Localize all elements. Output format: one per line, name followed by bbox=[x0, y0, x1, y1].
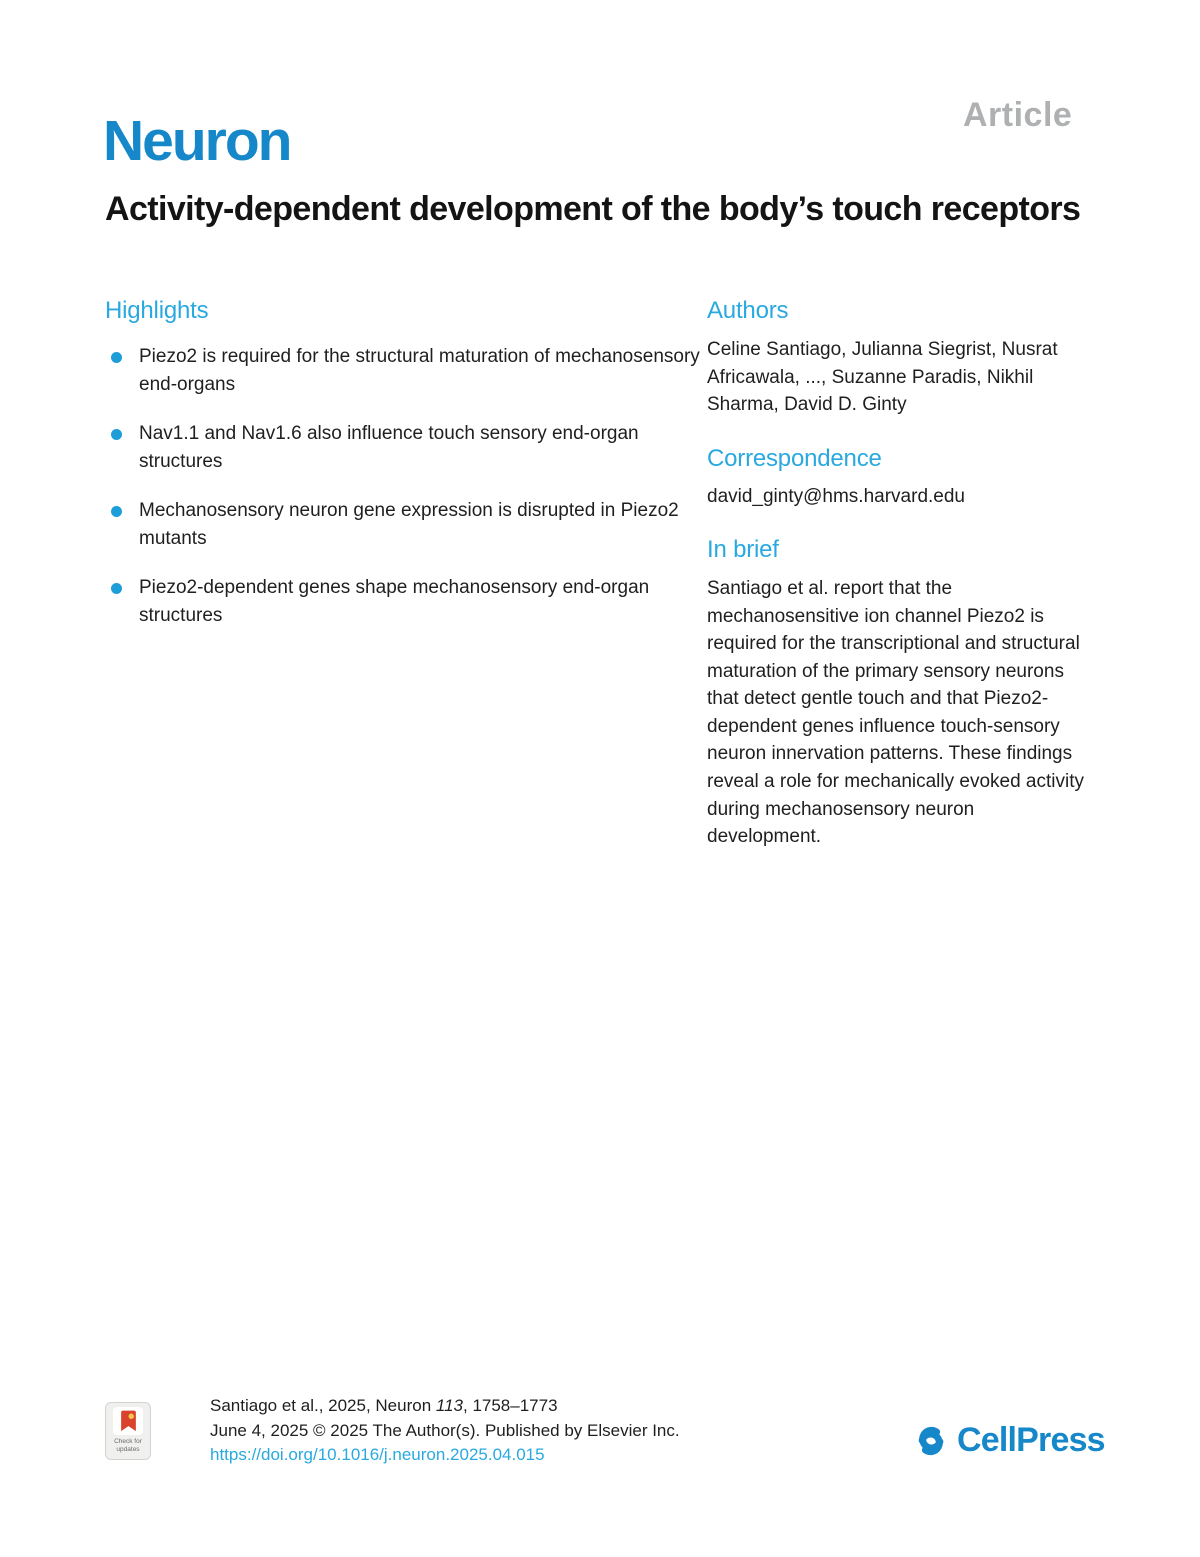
highlight-item bbox=[105, 574, 705, 629]
article-type-label: Article bbox=[963, 96, 1073, 134]
highlight-item bbox=[105, 420, 705, 475]
correspondence-heading: Correspondence bbox=[707, 444, 882, 472]
citation-block bbox=[210, 1394, 680, 1468]
cellpress-icon bbox=[912, 1422, 950, 1460]
highlight-text: Piezo2-dependent genes shape mechanosensory end-organ structures bbox=[139, 577, 650, 626]
check-for-updates-label: Check for updates bbox=[114, 1438, 142, 1454]
highlights-section bbox=[105, 297, 705, 651]
author-names: Celine Santiago, Julianna Siegrist, Nusrat Africawala, ..., Suzanne Paradis, Nikhil Sharma, David D. Ginty bbox=[707, 339, 1058, 416]
highlight-text: Nav1.1 and Nav1.6 also influence touch sensory end-organ structures bbox=[139, 423, 639, 472]
highlight-text: Piezo2 is required for the structural maturation of mechanosensory end-organs bbox=[139, 346, 700, 395]
bullet-icon bbox=[111, 506, 122, 517]
citation-prefix: Santiago et al., 2025, Neuron bbox=[210, 1396, 436, 1415]
correspondence-email: david_ginty@hms.harvard.edu bbox=[707, 485, 965, 507]
bullet-icon bbox=[111, 352, 122, 363]
bullet-icon bbox=[111, 429, 122, 440]
cellpress-logo bbox=[912, 1421, 1105, 1460]
doi-link[interactable]: https://doi.org/10.1016/j.neuron.2025.04.015 bbox=[210, 1445, 545, 1465]
journal-logo: Neuron bbox=[103, 109, 291, 173]
in-brief-heading: In brief bbox=[707, 536, 779, 564]
bullet-icon bbox=[111, 583, 122, 594]
crossmark-icon bbox=[113, 1407, 143, 1435]
highlight-item bbox=[105, 497, 705, 552]
article-title: Activity-dependent development of the body’s touch receptors bbox=[105, 190, 1081, 228]
info-column bbox=[707, 297, 1087, 851]
highlights-heading: Highlights bbox=[105, 297, 209, 324]
citation-line bbox=[210, 1394, 680, 1419]
highlight-text: Mechanosensory neuron gene expression is disrupted in Piezo2 mutants bbox=[139, 500, 679, 549]
in-brief-text: Santiago et al. report that the mechanosensitive ion channel Piezo2 is required for the transcriptional and structural maturation of the primary sensory neurons that detect gentle touch and that Piezo2-dependent genes influence touch-sensory neuron innervation patterns. These findings reveal a role for mechanically evoked activity during mechanosensory neuron development. bbox=[707, 578, 1085, 848]
publication-line: June 4, 2025 © 2025 The Author(s). Published by Elsevier Inc. bbox=[210, 1420, 680, 1440]
citation-pages: , 1758–1773 bbox=[463, 1396, 558, 1415]
cellpress-wordmark: CellPress bbox=[957, 1421, 1105, 1459]
highlight-item bbox=[105, 343, 705, 398]
citation-volume: 113 bbox=[435, 1396, 463, 1415]
highlights-list bbox=[105, 343, 705, 629]
authors-heading: Authors bbox=[707, 297, 789, 324]
check-for-updates-badge[interactable] bbox=[105, 1402, 151, 1460]
